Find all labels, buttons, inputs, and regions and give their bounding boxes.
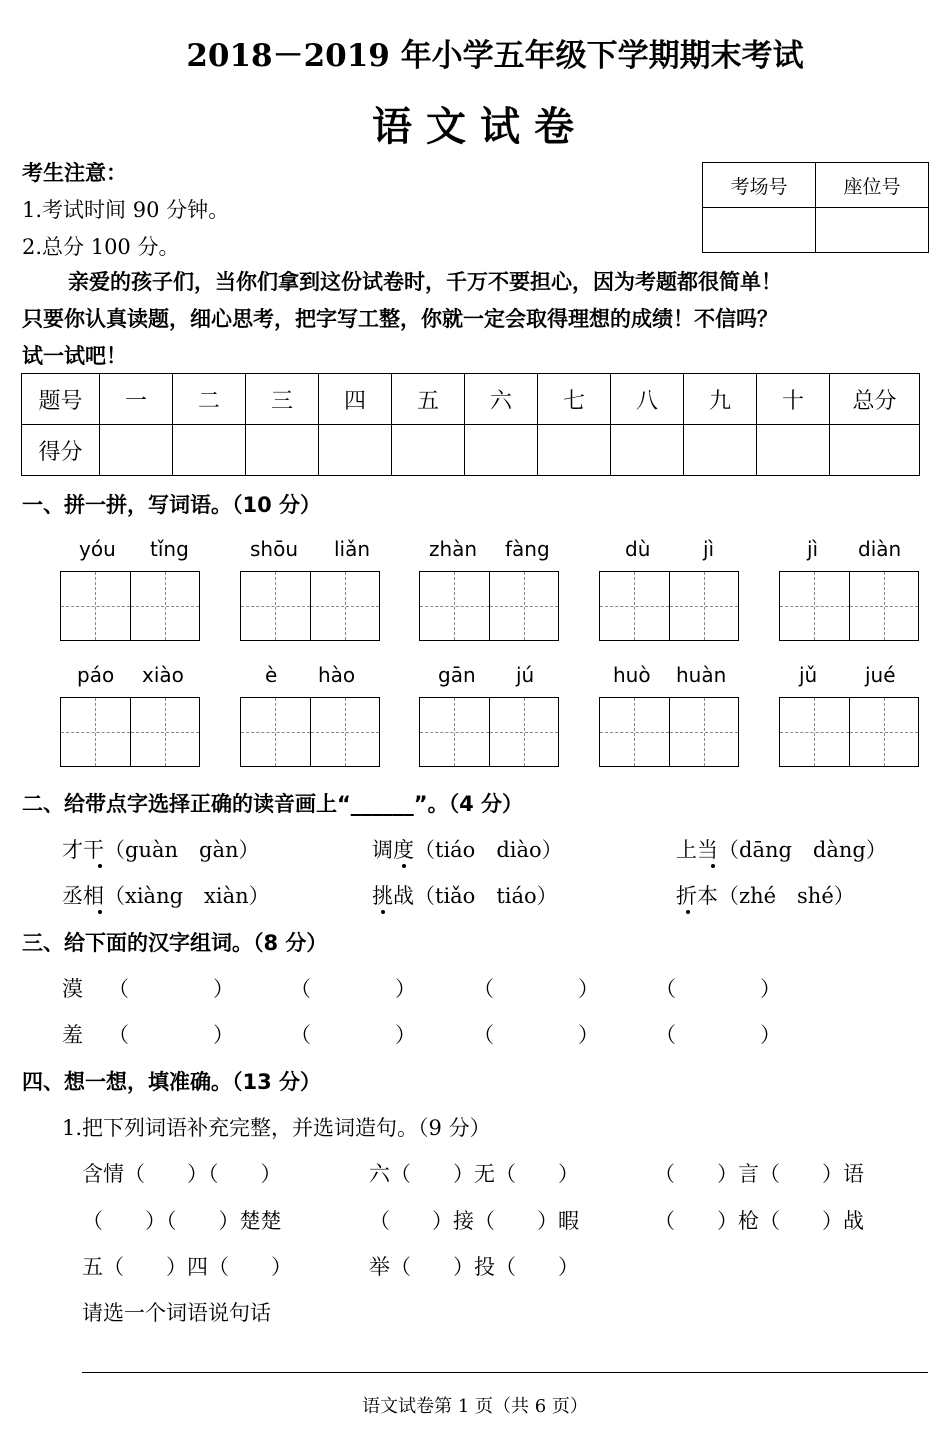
seat-number-field[interactable] [816, 208, 929, 253]
emphasis-dot [98, 864, 102, 868]
score-cell[interactable] [392, 425, 465, 476]
given-char: 羞 [62, 1023, 83, 1047]
section-1-heading: 一、拼一拼，写词语。（10 分） [22, 493, 322, 517]
emphasis-dot [98, 910, 102, 914]
writing-grid[interactable] [779, 571, 919, 641]
pinyin: jǔ [799, 663, 818, 687]
pinyin: gān [438, 663, 476, 687]
pinyin: fàng [505, 537, 550, 561]
sentence-prompt: 请选一个词语说句话 [82, 1301, 271, 1325]
col-header: 四 [319, 374, 392, 425]
score-cell[interactable] [173, 425, 246, 476]
exam-room-field[interactable] [703, 208, 816, 253]
given-char: 漠 [62, 977, 83, 1001]
row-label-score: 得分 [22, 425, 100, 476]
pinyin: liǎn [334, 537, 371, 561]
idiom-item[interactable]: 六（ ）无（ ） [369, 1162, 579, 1186]
emphasis-dot [402, 864, 406, 868]
score-cell[interactable] [246, 425, 319, 476]
intro-line-3: 试一试吧！ [22, 344, 127, 368]
section-4-heading: 四、想一想，填准确。（13 分） [22, 1070, 322, 1094]
row-label-question-number: 题号 [22, 374, 100, 425]
answer-blank[interactable]: （ ） [655, 977, 781, 1001]
writing-grid[interactable] [240, 571, 380, 641]
idiom-item[interactable]: （ ）（ ）楚楚 [82, 1209, 282, 1233]
emphasis-dot [381, 910, 385, 914]
score-cell-total[interactable] [830, 425, 920, 476]
exam-room-label: 考场号 [703, 163, 816, 208]
section-3-heading: 三、给下面的汉字组词。（8 分） [22, 931, 328, 955]
answer-blank[interactable]: （ ） [655, 1023, 781, 1047]
intro-line-2: 只要你认真读题，细心思考，把字写工整，你就一定会取得理想的成绩！不信吗？ [22, 307, 778, 331]
writing-grid[interactable] [240, 697, 380, 767]
exam-subtitle: 语文试卷 [372, 103, 588, 150]
col-header: 三 [246, 374, 319, 425]
col-header: 五 [392, 374, 465, 425]
pinyin: xiào [142, 663, 184, 687]
pinyin: huàn [676, 663, 727, 687]
idiom-item[interactable]: 含情（ ）（ ） [82, 1162, 282, 1186]
col-header: 十 [757, 374, 830, 425]
reading-item: 才干（guàn gàn） [62, 838, 260, 862]
idiom-item[interactable]: 举（ ）投（ ） [369, 1255, 579, 1279]
col-header: 二 [173, 374, 246, 425]
idiom-item[interactable]: （ ）接（ ）暇 [369, 1209, 579, 1233]
col-header: 九 [684, 374, 757, 425]
pinyin: huò [613, 663, 651, 687]
exam-title: 2018－2019 年小学五年级下学期期末考试 [186, 38, 804, 74]
answer-blank[interactable]: （ ） [473, 977, 599, 1001]
pinyin: zhàn [429, 537, 478, 561]
score-table [21, 373, 920, 476]
col-header: 八 [611, 374, 684, 425]
footer-divider [82, 1372, 928, 1373]
pinyin: è [265, 663, 278, 687]
emphasis-dot [711, 864, 715, 868]
pinyin: yóu [79, 537, 116, 561]
col-header: 七 [538, 374, 611, 425]
col-header-total: 总分 [830, 374, 920, 425]
pinyin: diàn [858, 537, 902, 561]
notice-line-2: 2.总分 100 分。 [22, 235, 180, 259]
notice-line-1: 1.考试时间 90 分钟。 [22, 198, 230, 222]
score-cell[interactable] [100, 425, 173, 476]
reading-item: 挑战（tiǎo tiáo） [372, 884, 558, 908]
pinyin: jì [807, 537, 819, 561]
reading-item: 折本（zhé shé） [676, 884, 855, 908]
seat-box [702, 162, 929, 253]
score-cell[interactable] [684, 425, 757, 476]
section-4-subquestion-1: 1.把下列词语补充完整，并选词造句。（9 分） [62, 1116, 491, 1140]
emphasis-dot [686, 910, 690, 914]
seat-number-label: 座位号 [816, 163, 929, 208]
pinyin: hào [318, 663, 356, 687]
writing-grid[interactable] [419, 697, 559, 767]
page-footer: 语文试卷第 1 页（共 6 页） [362, 1396, 588, 1417]
answer-blank[interactable]: （ ） [108, 1023, 234, 1047]
reading-item: 丞相（xiàng xiàn） [62, 884, 270, 908]
idiom-item[interactable]: 五（ ）四（ ） [82, 1255, 292, 1279]
writing-grid[interactable] [60, 571, 200, 641]
answer-blank[interactable]: （ ） [108, 977, 234, 1001]
idiom-item[interactable]: （ ）枪（ ）战 [654, 1209, 864, 1233]
pinyin: shōu [250, 537, 299, 561]
writing-grid[interactable] [419, 571, 559, 641]
reading-item: 上当（dāng dàng） [676, 838, 887, 862]
score-cell[interactable] [611, 425, 684, 476]
idiom-item[interactable]: （ ）言（ ）语 [654, 1162, 864, 1186]
answer-blank[interactable]: （ ） [473, 1023, 599, 1047]
pinyin: jú [516, 663, 535, 687]
pinyin: tǐng [150, 537, 189, 561]
writing-grid[interactable] [60, 697, 200, 767]
col-header: 六 [465, 374, 538, 425]
writing-grid[interactable] [599, 571, 739, 641]
pinyin: jì [703, 537, 715, 561]
writing-grid[interactable] [599, 697, 739, 767]
section-2-heading: 二、给带点字选择正确的读音画上“______”。（4 分） [22, 792, 524, 816]
score-cell[interactable] [538, 425, 611, 476]
pinyin: jué [865, 663, 896, 687]
answer-blank[interactable]: （ ） [290, 1023, 416, 1047]
intro-line-1: 亲爱的孩子们，当你们拿到这份试卷时，千万不要担心，因为考题都很简单！ [68, 270, 782, 294]
reading-item: 调度（tiáo diào） [372, 838, 563, 862]
score-cell[interactable] [757, 425, 830, 476]
score-cell[interactable] [465, 425, 538, 476]
answer-blank[interactable]: （ ） [290, 977, 416, 1001]
score-table-header-row [22, 374, 920, 425]
notice-heading: 考生注意： [22, 161, 127, 185]
score-table-score-row [22, 425, 920, 476]
pinyin: dù [625, 537, 651, 561]
pinyin: páo [77, 663, 115, 687]
score-cell[interactable] [319, 425, 392, 476]
writing-grid[interactable] [779, 697, 919, 767]
col-header: 一 [100, 374, 173, 425]
